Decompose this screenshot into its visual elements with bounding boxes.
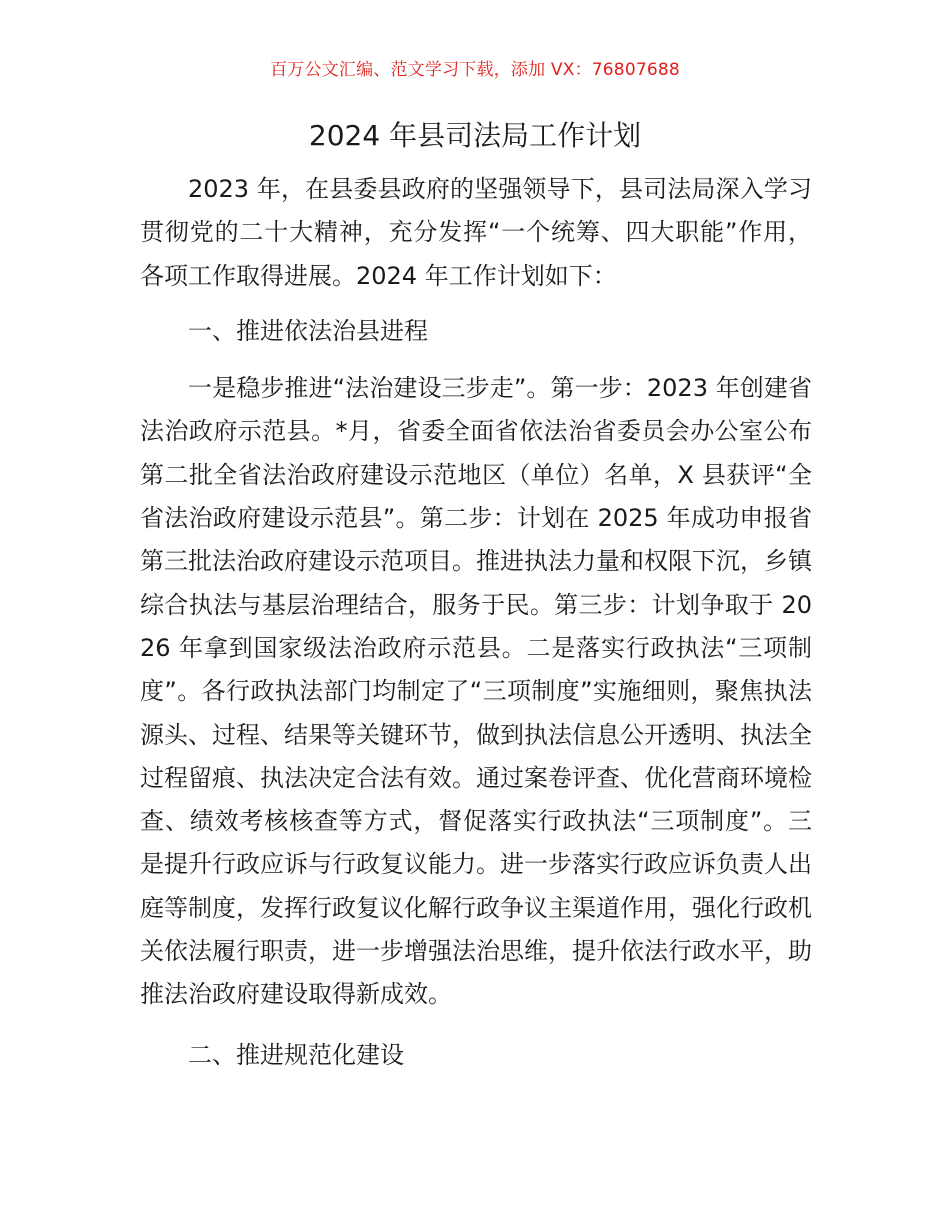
section-1-heading: 一、推进依法治县进程 bbox=[188, 316, 428, 345]
document-title: 2024 年县司法局工作计划 bbox=[308, 119, 642, 152]
header-watermark-note: 百万公文汇编、范文学习下载，添加 VX：76807688 bbox=[270, 60, 680, 80]
section-1-paragraph: 一是稳步推进“法治建设三步走”。第一步：2023 年创建省法治政府示范县。*月，省委全面省依法治省委员会办公室公布第二批全省法治政府建设示范地区（单位）名单，X 县获评“全省法治政府建设示范县”。第二步：计划在 2025 年成功申报省第三批法治政府建设示范项目。推进执法力量和权限下沉，乡镇综合执法与基层治理结合，服务于民。第三步：计划争取于 2026 年拿到国家级法治政府示范县。二是落实行政执法“三项制度”。各行政执法部门均制定了“三项制度”实施细则，聚焦执法源头、过程、结果等关键环节，做到执法信息公开透明、执法全过程留痕、执法决定合法有效。通过案卷评查、优化营商环境检查、绩效考核核查等方式，督促落实行政执法“三项制度”。三是提升行政应诉与行政复议能力。进一步落实行政应诉负责人出庭等制度，发挥行政复议化解行政争议主渠道作用，强化行政机关依法履行职责，进一步增强法治思维，提升依法行政水平，助推法治政府建设取得新成效。 bbox=[140, 374, 812, 1009]
section-2-heading: 二、推进规范化建设 bbox=[188, 1040, 404, 1069]
intro-paragraph: 2023 年，在县委县政府的坚强领导下，县司法局深入学习贯彻党的二十大精神，充分发挥“一个统筹、四大职能”作用，各项工作取得进展。2024 年工作计划如下： bbox=[140, 175, 812, 290]
document-body bbox=[140, 168, 812, 1077]
